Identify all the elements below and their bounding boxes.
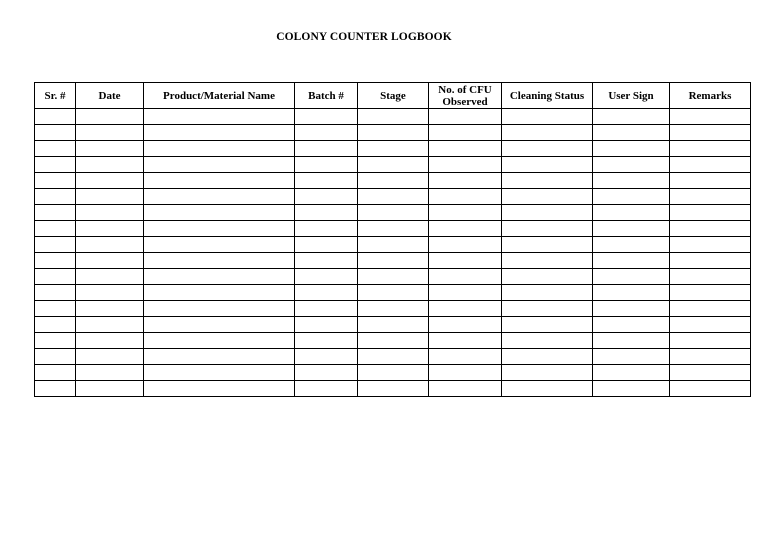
cell-batch[interactable]: [295, 317, 358, 333]
cfu-header-line-2: Observed: [442, 95, 488, 108]
cell-stage[interactable]: [358, 141, 429, 157]
cell-date[interactable]: [76, 301, 144, 317]
cell-remarks[interactable]: [670, 221, 751, 237]
cell-user-sign[interactable]: [593, 205, 670, 221]
cell-stage[interactable]: [358, 285, 429, 301]
cell-remarks[interactable]: [670, 109, 751, 125]
cell-user-sign[interactable]: [593, 253, 670, 269]
table-row: [35, 109, 751, 125]
cell-date[interactable]: [76, 333, 144, 349]
column-header-stage: Stage: [358, 83, 429, 109]
cell-user-sign[interactable]: [593, 125, 670, 141]
cell-cfu-observed[interactable]: [429, 269, 502, 285]
cell-cfu-observed[interactable]: [429, 301, 502, 317]
cell-sr[interactable]: [35, 253, 76, 269]
column-header-sr: Sr. #: [35, 83, 76, 109]
cell-product-material-name[interactable]: [144, 189, 295, 205]
cell-sr[interactable]: [35, 381, 76, 397]
cell-cleaning-status[interactable]: [502, 317, 593, 333]
cell-product-material-name[interactable]: [144, 173, 295, 189]
cell-product-material-name[interactable]: [144, 381, 295, 397]
cell-stage[interactable]: [358, 237, 429, 253]
cell-remarks[interactable]: [670, 141, 751, 157]
cell-stage[interactable]: [358, 317, 429, 333]
cell-stage[interactable]: [358, 125, 429, 141]
table-row: [35, 333, 751, 349]
table-body: [35, 109, 751, 397]
cell-remarks[interactable]: [670, 157, 751, 173]
cell-product-material-name[interactable]: [144, 109, 295, 125]
table-row: [35, 189, 751, 205]
cell-cfu-observed[interactable]: [429, 189, 502, 205]
table-row: [35, 301, 751, 317]
cell-stage[interactable]: [358, 157, 429, 173]
cell-batch[interactable]: [295, 349, 358, 365]
cell-cfu-observed[interactable]: [429, 333, 502, 349]
cell-cfu-observed[interactable]: [429, 157, 502, 173]
cell-product-material-name[interactable]: [144, 141, 295, 157]
cell-batch[interactable]: [295, 333, 358, 349]
cell-user-sign[interactable]: [593, 317, 670, 333]
cell-sr[interactable]: [35, 365, 76, 381]
cell-remarks[interactable]: [670, 189, 751, 205]
cell-product-material-name[interactable]: [144, 253, 295, 269]
cell-user-sign[interactable]: [593, 285, 670, 301]
cell-remarks[interactable]: [670, 173, 751, 189]
cell-cfu-observed[interactable]: [429, 109, 502, 125]
cell-date[interactable]: [76, 269, 144, 285]
table-row: [35, 125, 751, 141]
cell-date[interactable]: [76, 173, 144, 189]
column-header-product-material-name: Product/Material Name: [144, 83, 295, 109]
cell-stage[interactable]: [358, 253, 429, 269]
cell-product-material-name[interactable]: [144, 317, 295, 333]
cell-user-sign[interactable]: [593, 157, 670, 173]
cell-cleaning-status[interactable]: [502, 333, 593, 349]
cell-cleaning-status[interactable]: [502, 365, 593, 381]
cell-batch[interactable]: [295, 125, 358, 141]
cell-cfu-observed[interactable]: [429, 349, 502, 365]
table-row: [35, 285, 751, 301]
column-header-cleaning-status: Cleaning Status: [502, 83, 593, 109]
cell-user-sign[interactable]: [593, 381, 670, 397]
cell-cfu-observed[interactable]: [429, 317, 502, 333]
cell-product-material-name[interactable]: [144, 157, 295, 173]
cell-user-sign[interactable]: [593, 189, 670, 205]
cell-cleaning-status[interactable]: [502, 141, 593, 157]
cell-batch[interactable]: [295, 189, 358, 205]
table-row: [35, 253, 751, 269]
table-header-row: [35, 83, 751, 109]
cell-cfu-observed[interactable]: [429, 237, 502, 253]
table-row: [35, 381, 751, 397]
cell-user-sign[interactable]: [593, 333, 670, 349]
cell-product-material-name[interactable]: [144, 237, 295, 253]
cell-date[interactable]: [76, 109, 144, 125]
table-row: [35, 317, 751, 333]
column-header-remarks: Remarks: [670, 83, 751, 109]
cell-cfu-observed[interactable]: [429, 141, 502, 157]
cell-cleaning-status[interactable]: [502, 381, 593, 397]
cell-sr[interactable]: [35, 141, 76, 157]
cell-sr[interactable]: [35, 285, 76, 301]
cell-remarks[interactable]: [670, 349, 751, 365]
cell-stage[interactable]: [358, 189, 429, 205]
cell-product-material-name[interactable]: [144, 349, 295, 365]
cell-sr[interactable]: [35, 173, 76, 189]
cell-user-sign[interactable]: [593, 237, 670, 253]
cell-cfu-observed[interactable]: [429, 253, 502, 269]
cell-remarks[interactable]: [670, 365, 751, 381]
page-title: COLONY COUNTER LOGBOOK: [276, 31, 452, 43]
cell-cfu-observed[interactable]: [429, 381, 502, 397]
cell-date[interactable]: [76, 381, 144, 397]
table-row: [35, 349, 751, 365]
table-row: [35, 365, 751, 381]
cell-batch[interactable]: [295, 301, 358, 317]
cell-date[interactable]: [76, 189, 144, 205]
cell-remarks[interactable]: [670, 125, 751, 141]
cell-cleaning-status[interactable]: [502, 221, 593, 237]
cell-stage[interactable]: [358, 269, 429, 285]
cell-date[interactable]: [76, 125, 144, 141]
cell-date[interactable]: [76, 365, 144, 381]
cell-product-material-name[interactable]: [144, 205, 295, 221]
cell-batch[interactable]: [295, 381, 358, 397]
table-row: [35, 173, 751, 189]
cell-date[interactable]: [76, 253, 144, 269]
cell-date[interactable]: [76, 349, 144, 365]
cell-batch[interactable]: [295, 173, 358, 189]
cell-stage[interactable]: [358, 381, 429, 397]
cell-product-material-name[interactable]: [144, 125, 295, 141]
cell-stage[interactable]: [358, 205, 429, 221]
cell-product-material-name[interactable]: [144, 269, 295, 285]
cell-user-sign[interactable]: [593, 109, 670, 125]
cell-remarks[interactable]: [670, 205, 751, 221]
cell-product-material-name[interactable]: [144, 221, 295, 237]
cell-user-sign[interactable]: [593, 141, 670, 157]
cell-date[interactable]: [76, 221, 144, 237]
cell-stage[interactable]: [358, 109, 429, 125]
cell-cfu-observed[interactable]: [429, 205, 502, 221]
cell-remarks[interactable]: [670, 317, 751, 333]
cell-date[interactable]: [76, 141, 144, 157]
cell-date[interactable]: [76, 157, 144, 173]
cell-cfu-observed[interactable]: [429, 173, 502, 189]
cell-product-material-name[interactable]: [144, 365, 295, 381]
cell-cleaning-status[interactable]: [502, 205, 593, 221]
cell-remarks[interactable]: [670, 269, 751, 285]
cell-cleaning-status[interactable]: [502, 269, 593, 285]
cell-cleaning-status[interactable]: [502, 301, 593, 317]
cell-cfu-observed[interactable]: [429, 221, 502, 237]
cell-sr[interactable]: [35, 317, 76, 333]
cell-batch[interactable]: [295, 205, 358, 221]
cell-batch[interactable]: [295, 141, 358, 157]
cell-sr[interactable]: [35, 109, 76, 125]
cell-stage[interactable]: [358, 173, 429, 189]
cell-remarks[interactable]: [670, 333, 751, 349]
cell-sr[interactable]: [35, 125, 76, 141]
cell-batch[interactable]: [295, 253, 358, 269]
cell-user-sign[interactable]: [593, 221, 670, 237]
cell-product-material-name[interactable]: [144, 333, 295, 349]
cell-batch[interactable]: [295, 109, 358, 125]
cell-cleaning-status[interactable]: [502, 189, 593, 205]
cell-sr[interactable]: [35, 237, 76, 253]
cell-cleaning-status[interactable]: [502, 125, 593, 141]
cell-product-material-name[interactable]: [144, 285, 295, 301]
cell-stage[interactable]: [358, 221, 429, 237]
cell-user-sign[interactable]: [593, 349, 670, 365]
cell-cleaning-status[interactable]: [502, 349, 593, 365]
cell-user-sign[interactable]: [593, 173, 670, 189]
cell-stage[interactable]: [358, 365, 429, 381]
cell-sr[interactable]: [35, 205, 76, 221]
cell-cleaning-status[interactable]: [502, 285, 593, 301]
cell-cleaning-status[interactable]: [502, 157, 593, 173]
cfu-header-line-1: No. of CFU: [438, 83, 492, 96]
cell-remarks[interactable]: [670, 285, 751, 301]
table-row: [35, 237, 751, 253]
table-row: [35, 269, 751, 285]
cell-cleaning-status[interactable]: [502, 109, 593, 125]
cell-batch[interactable]: [295, 237, 358, 253]
cell-sr[interactable]: [35, 189, 76, 205]
cell-cleaning-status[interactable]: [502, 237, 593, 253]
cell-stage[interactable]: [358, 349, 429, 365]
cell-user-sign[interactable]: [593, 365, 670, 381]
cell-batch[interactable]: [295, 221, 358, 237]
column-header-user-sign: User Sign: [593, 83, 670, 109]
logbook-table: [34, 82, 751, 397]
cell-sr[interactable]: [35, 157, 76, 173]
table-row: [35, 205, 751, 221]
table-row: [35, 157, 751, 173]
cell-sr[interactable]: [35, 301, 76, 317]
cell-batch[interactable]: [295, 365, 358, 381]
cell-stage[interactable]: [358, 333, 429, 349]
cell-sr[interactable]: [35, 349, 76, 365]
cell-product-material-name[interactable]: [144, 301, 295, 317]
cell-cfu-observed[interactable]: [429, 125, 502, 141]
cell-batch[interactable]: [295, 269, 358, 285]
cell-user-sign[interactable]: [593, 269, 670, 285]
table-row: [35, 141, 751, 157]
cell-remarks[interactable]: [670, 237, 751, 253]
cell-batch[interactable]: [295, 285, 358, 301]
cell-cleaning-status[interactable]: [502, 173, 593, 189]
cell-date[interactable]: [76, 237, 144, 253]
cell-user-sign[interactable]: [593, 301, 670, 317]
cell-date[interactable]: [76, 205, 144, 221]
table-row: [35, 221, 751, 237]
cell-cfu-observed[interactable]: [429, 285, 502, 301]
cell-cfu-observed[interactable]: [429, 365, 502, 381]
cell-sr[interactable]: [35, 269, 76, 285]
cell-date[interactable]: [76, 285, 144, 301]
cell-remarks[interactable]: [670, 301, 751, 317]
column-header-batch: Batch #: [295, 83, 358, 109]
cell-stage[interactable]: [358, 301, 429, 317]
cell-sr[interactable]: [35, 333, 76, 349]
cell-sr[interactable]: [35, 221, 76, 237]
column-header-date: Date: [76, 83, 144, 109]
cell-cleaning-status[interactable]: [502, 253, 593, 269]
column-header-cfu-observed: [429, 83, 502, 109]
cell-remarks[interactable]: [670, 253, 751, 269]
cell-batch[interactable]: [295, 157, 358, 173]
cell-date[interactable]: [76, 317, 144, 333]
cell-remarks[interactable]: [670, 381, 751, 397]
